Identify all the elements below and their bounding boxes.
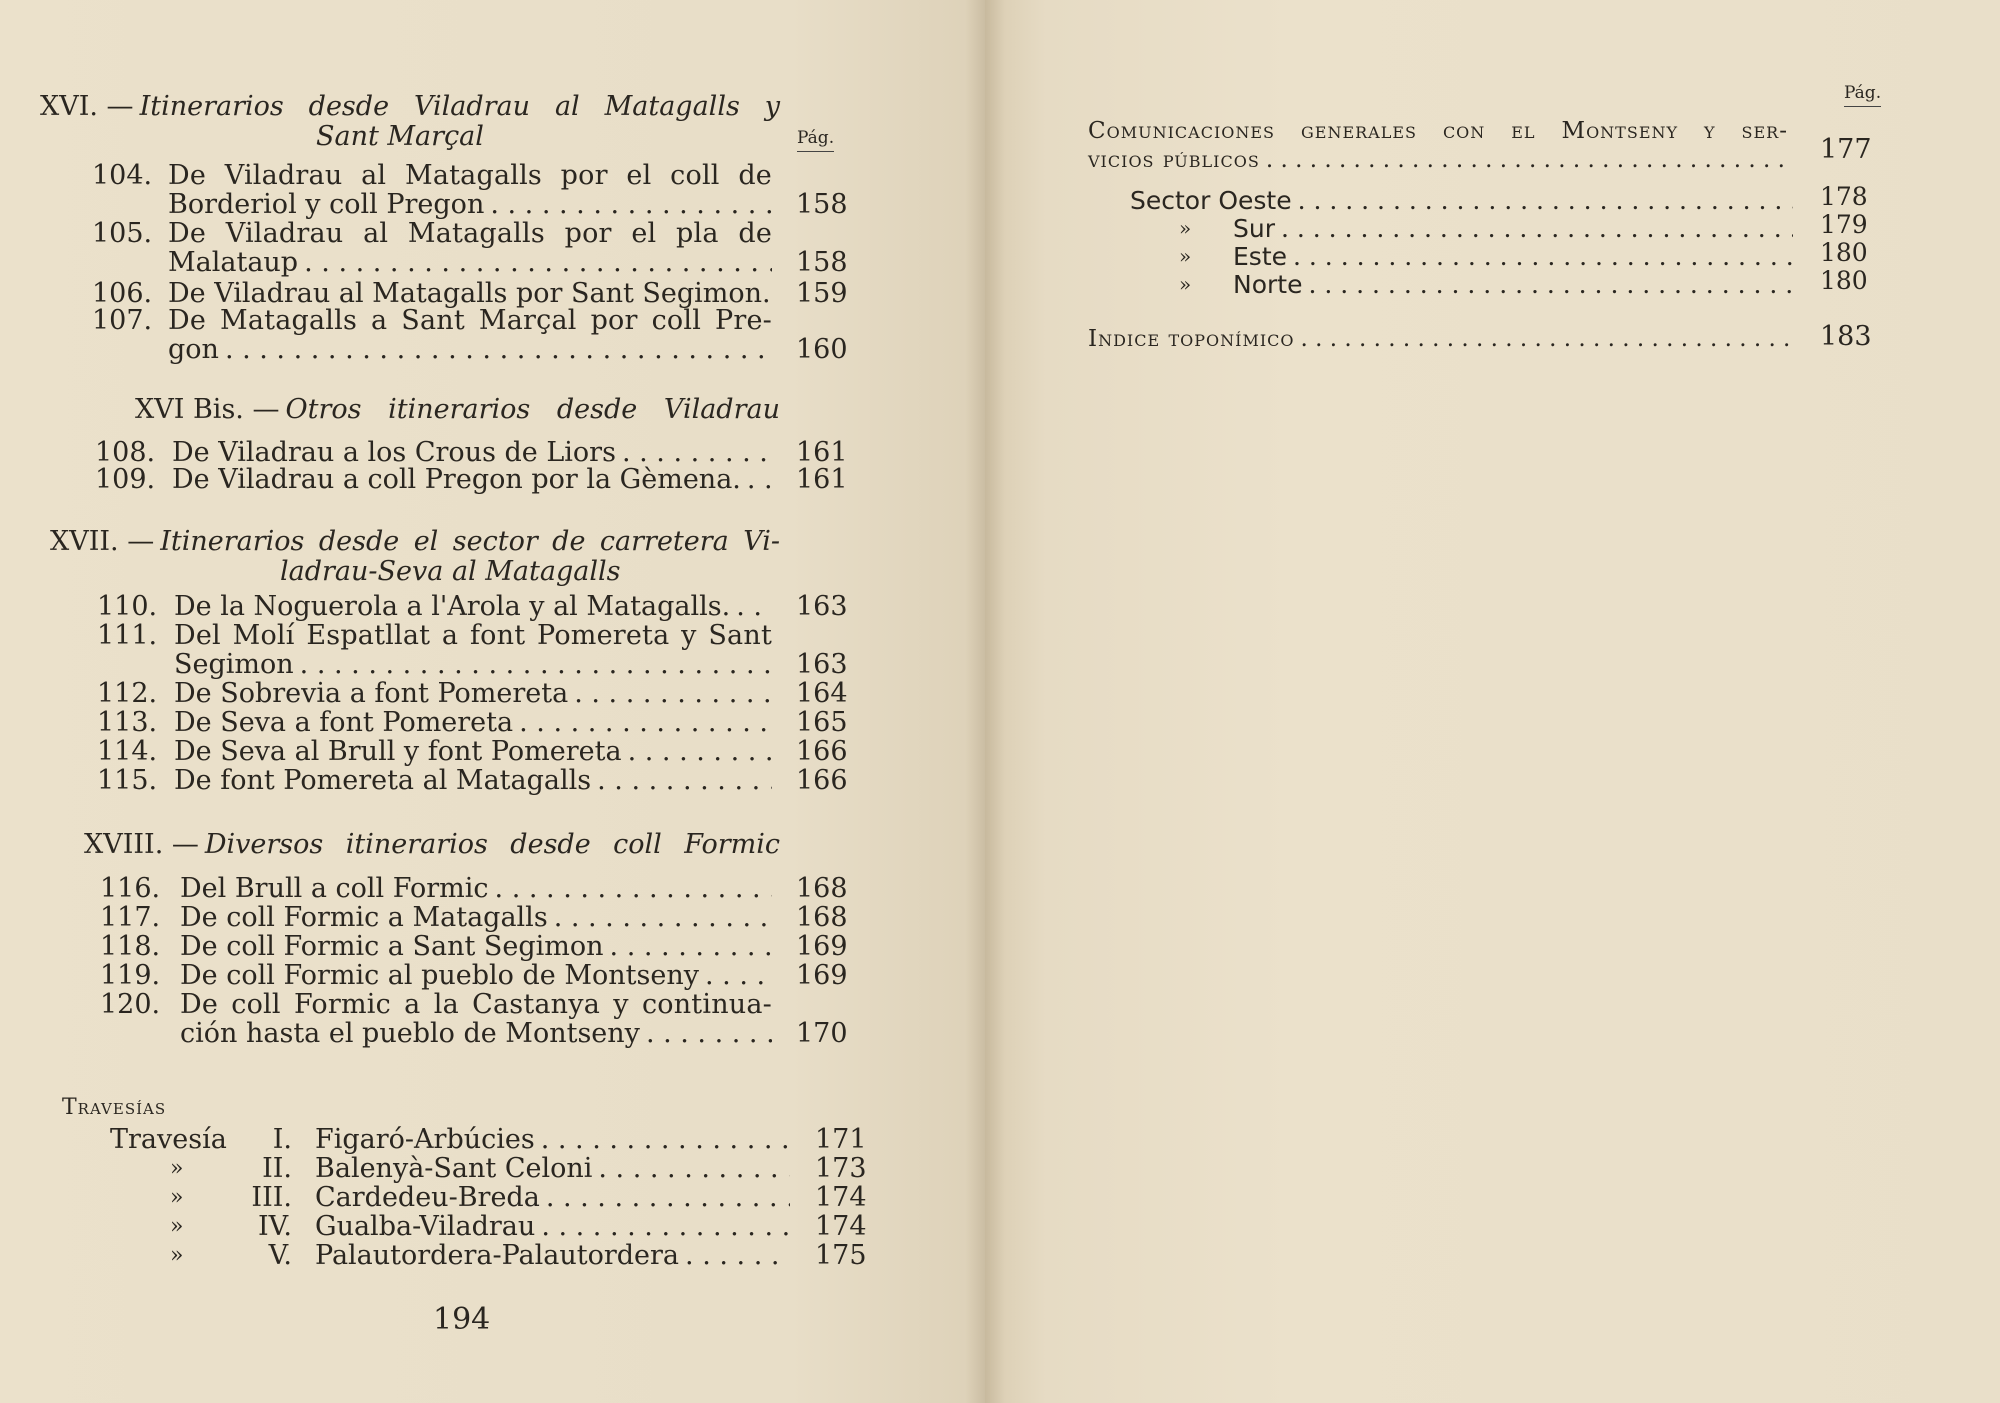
entry-text: De Viladrau a coll Pregon por la Gèmena. xyxy=(172,464,741,495)
travesia-roman: V. xyxy=(268,1240,292,1271)
toc-entry xyxy=(0,219,860,277)
travesia-roman: II. xyxy=(262,1153,292,1184)
section-title: Diversos itinerarios desde coll Formic xyxy=(204,829,780,860)
entry-number: 118. xyxy=(100,931,161,962)
dot-leader xyxy=(741,465,772,494)
section-number: XVI Bis. — xyxy=(135,394,280,425)
sector-entry xyxy=(985,210,1885,243)
toc-entry xyxy=(0,679,860,708)
entry-text: De Seva al Brull y font Pomereta xyxy=(174,736,622,767)
entry-text: De coll Formic a Matagalls xyxy=(180,902,548,933)
entry-number: 112. xyxy=(97,678,158,709)
ditto-mark: » xyxy=(170,1156,184,1181)
toc-entry xyxy=(0,961,860,990)
entry-number: 107. xyxy=(92,305,153,336)
toc-entry xyxy=(0,306,860,364)
section-title: Itinerarios desde el sector de carretera Vi- xyxy=(160,526,780,557)
toc-entry xyxy=(1088,321,1888,355)
toc-entry xyxy=(0,621,860,679)
pag-column-label: Pág. xyxy=(1844,83,1882,103)
sector-entry xyxy=(985,266,1885,299)
dot-leader xyxy=(699,961,772,990)
section-title: Otros itinerarios desde Viladrau xyxy=(285,394,780,425)
entry-number: 108. xyxy=(95,437,156,468)
travesia-roman: I. xyxy=(272,1124,292,1155)
dot-leader xyxy=(730,592,772,621)
section-title-cont: ladrau-Seva al Matagalls xyxy=(280,556,621,587)
entry-text: Del Molí Espatllat a font Pomereta y Sant xyxy=(174,620,772,651)
dot-leader xyxy=(771,279,777,308)
sector-page-number: 180 xyxy=(1820,266,1868,295)
section-number: XVII. — xyxy=(50,526,155,557)
travesia-roman: IV. xyxy=(257,1211,292,1242)
sector-label: Norte xyxy=(1233,270,1303,299)
section-heading xyxy=(40,92,780,152)
dot-leader xyxy=(219,335,772,364)
dot-leader xyxy=(1302,270,1793,299)
dot-leader xyxy=(298,248,772,277)
dot-leader xyxy=(1260,146,1793,175)
entry-number: 109. xyxy=(95,464,156,495)
entry-page-number: 163 xyxy=(796,591,848,622)
travesia-entry xyxy=(0,1154,900,1183)
dot-leader xyxy=(1287,242,1793,271)
entry-text: Indice toponímico xyxy=(1088,326,1295,352)
entry-page-number: 166 xyxy=(796,736,848,767)
dot-leader xyxy=(568,679,772,708)
toc-entry xyxy=(0,903,860,932)
travesia-entry xyxy=(0,1183,900,1212)
toc-entry xyxy=(0,161,860,219)
section-heading xyxy=(84,830,780,860)
section-number: XVIII. — xyxy=(84,829,199,860)
section-title-cont: Sant Marçal xyxy=(316,121,484,152)
entry-page-number: 160 xyxy=(796,334,848,365)
entry-page-number: 169 xyxy=(796,931,848,962)
entry-number: 116. xyxy=(100,873,161,904)
sector-label: Sector Oeste xyxy=(1130,186,1292,215)
entry-text: Borderiol y coll Pregon xyxy=(168,189,485,220)
section-heading xyxy=(50,527,780,587)
dot-leader xyxy=(622,737,772,766)
toc-entry xyxy=(0,737,860,766)
travesia-page-number: 174 xyxy=(815,1211,867,1242)
entry-text: De font Pomereta al Matagalls xyxy=(174,765,592,796)
entry-page-number: 177 xyxy=(1820,134,1872,165)
entry-number: 110. xyxy=(97,591,158,622)
entry-text: De Sobrevia a font Pomereta xyxy=(174,678,569,709)
sector-label: Este xyxy=(1233,242,1288,271)
travesia-page-number: 171 xyxy=(815,1124,867,1155)
ditto-mark: » xyxy=(170,1185,184,1210)
entry-number: 117. xyxy=(100,902,161,933)
travesia-route: Gualba-Viladrau xyxy=(315,1211,536,1242)
travesia-route: Cardedeu-Breda xyxy=(315,1182,540,1213)
entry-number: 104. xyxy=(92,160,153,191)
entry-number: 113. xyxy=(97,707,158,738)
travesia-route: Figaró-Arbúcies xyxy=(315,1124,535,1155)
entry-text: De Seva a font Pomereta xyxy=(174,707,514,738)
entry-page-number: 161 xyxy=(796,437,848,468)
dot-leader xyxy=(604,932,772,961)
toc-entry xyxy=(0,279,860,308)
dot-leader xyxy=(535,1125,790,1154)
toc-entry xyxy=(0,990,860,1048)
section-number: XVI. — xyxy=(40,91,134,122)
entry-text: De coll Formic al pueblo de Montseny xyxy=(180,960,699,991)
sector-page-number: 179 xyxy=(1820,210,1868,239)
dot-leader xyxy=(294,650,772,679)
entry-text: De Viladrau al Matagalls por Sant Segimon. xyxy=(168,278,771,309)
book-gutter xyxy=(965,0,1005,1403)
toc-entry xyxy=(0,874,860,903)
entry-page-number: 168 xyxy=(796,902,848,933)
travesia-entry xyxy=(0,1125,900,1154)
entry-text: De Viladrau al Matagalls por el pla de xyxy=(168,218,772,249)
travesia-page-number: 174 xyxy=(815,1182,867,1213)
ditto-mark: » xyxy=(1179,244,1192,268)
entry-text: Comunicaciones generales con el Montseny y ser- xyxy=(1088,118,1788,144)
travesia-label: Travesía xyxy=(110,1124,227,1155)
entry-text: De coll Formic a la Castanya y continua- xyxy=(180,989,772,1020)
travesia-roman: III. xyxy=(251,1182,292,1213)
entry-page-number: 161 xyxy=(796,464,848,495)
entry-text: De Viladrau a los Crous de Liors xyxy=(172,437,616,468)
entry-number: 115. xyxy=(97,765,158,796)
entry-page-number: 169 xyxy=(796,960,848,991)
ditto-mark: » xyxy=(170,1214,184,1239)
entry-page-number: 183 xyxy=(1820,321,1872,352)
dot-leader xyxy=(592,1154,790,1183)
entry-page-number: 158 xyxy=(796,247,848,278)
page-folio: 194 xyxy=(433,1302,491,1337)
entry-text: gon xyxy=(168,334,219,365)
dot-leader xyxy=(484,190,772,219)
sector-entry xyxy=(985,238,1885,271)
dot-leader xyxy=(591,766,772,795)
ditto-mark: » xyxy=(1179,272,1192,296)
entry-page-number: 164 xyxy=(796,678,848,709)
travesia-route: Palautordera-Palautordera xyxy=(315,1240,680,1271)
dot-leader xyxy=(1295,325,1793,354)
entry-text: Del Brull a coll Formic xyxy=(180,873,489,904)
entry-text: Segimon xyxy=(174,649,294,680)
entry-text: ción hasta el pueblo de Montseny xyxy=(180,1018,640,1049)
entry-text: vicios públicos xyxy=(1088,147,1260,173)
entry-text: Malataup xyxy=(168,247,299,278)
dot-leader xyxy=(548,903,772,932)
entry-text: De Matagalls a Sant Marçal por coll Pre- xyxy=(168,305,772,336)
dot-leader xyxy=(679,1241,790,1270)
dot-leader xyxy=(1275,214,1793,243)
travesia-page-number: 173 xyxy=(815,1153,867,1184)
ditto-mark: » xyxy=(1179,216,1192,240)
dot-leader xyxy=(540,1183,790,1212)
entry-page-number: 166 xyxy=(796,765,848,796)
dot-leader xyxy=(1292,186,1793,215)
entry-page-number: 168 xyxy=(796,873,848,904)
entry-number: 119. xyxy=(100,960,161,991)
entry-page-number: 159 xyxy=(796,278,848,309)
dot-leader xyxy=(640,1019,772,1048)
dot-leader xyxy=(489,874,772,903)
toc-entry xyxy=(0,766,860,795)
dot-leader xyxy=(513,708,772,737)
sector-entry xyxy=(985,182,1885,215)
travesia-entry xyxy=(0,1212,900,1241)
sector-page-number: 180 xyxy=(1820,238,1868,267)
entry-text: De Viladrau al Matagalls por el coll de xyxy=(168,160,772,191)
ditto-mark: » xyxy=(170,1243,184,1268)
entry-page-number: 165 xyxy=(796,707,848,738)
pag-column-label: Pág. xyxy=(797,128,835,148)
entry-number: 106. xyxy=(92,278,153,309)
entry-page-number: 170 xyxy=(796,1018,848,1049)
entry-number: 111. xyxy=(97,620,158,651)
sector-page-number: 178 xyxy=(1820,182,1868,211)
travesia-route: Balenyà-Sant Celoni xyxy=(315,1153,593,1184)
travesia-page-number: 175 xyxy=(815,1240,867,1271)
left-page xyxy=(0,0,985,1403)
section-title: Itinerarios desde Viladrau al Matagalls y xyxy=(139,91,780,122)
entry-text: De la Noguerola a l'Arola y al Matagalls. xyxy=(174,591,731,622)
toc-entry xyxy=(0,932,860,961)
sector-label: Sur xyxy=(1233,214,1275,243)
section-heading xyxy=(135,395,780,425)
toc-entry xyxy=(0,708,860,737)
dot-leader xyxy=(616,438,772,467)
entry-page-number: 163 xyxy=(796,649,848,680)
travesias-heading: Travesías xyxy=(62,1095,167,1120)
right-page xyxy=(985,0,2000,1403)
toc-entry xyxy=(1088,117,1888,175)
entry-number: 105. xyxy=(92,218,153,249)
dot-leader xyxy=(535,1212,790,1241)
entry-number: 114. xyxy=(97,736,158,767)
travesia-entry xyxy=(0,1241,900,1270)
toc-entry xyxy=(0,438,860,467)
toc-entry xyxy=(0,592,860,621)
entry-text: De coll Formic a Sant Segimon xyxy=(180,931,604,962)
entry-page-number: 158 xyxy=(796,189,848,220)
entry-number: 120. xyxy=(100,989,161,1020)
toc-entry xyxy=(0,465,860,494)
